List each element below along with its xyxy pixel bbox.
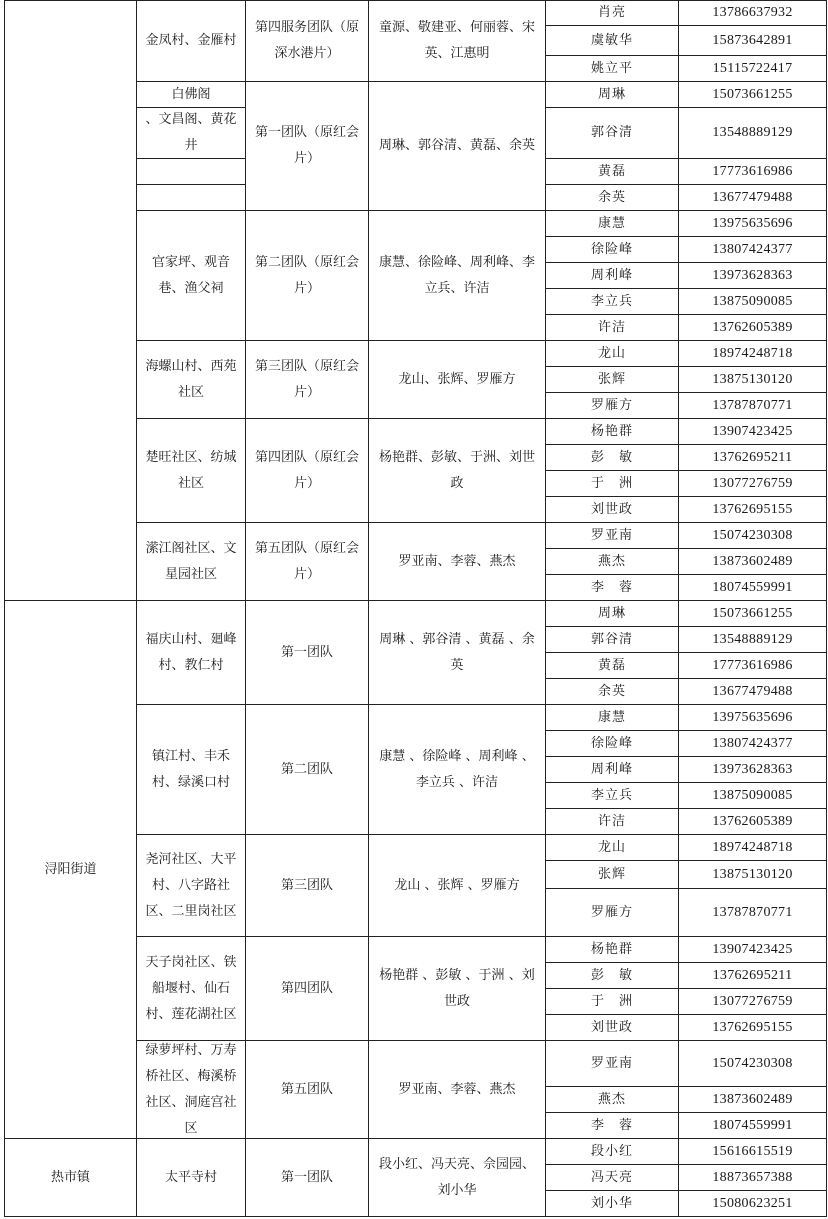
- contact-phone: 13787870771: [678, 392, 827, 419]
- contact-phone: 15115722417: [678, 55, 827, 82]
- contact-phone: 13548889129: [678, 107, 827, 159]
- contact-phone: 13873602489: [678, 1086, 827, 1113]
- team-cell: 第三团队（原红会片）: [245, 340, 369, 419]
- area-cell: [136, 184, 246, 211]
- contact-phone: 13762695155: [678, 496, 827, 523]
- contact-phone: 13677479488: [678, 184, 827, 211]
- contact-phone: 15074230308: [678, 1040, 827, 1087]
- members-cell: 罗亚南、李蓉、燕杰: [368, 522, 546, 601]
- contact-phone: 15074230308: [678, 522, 827, 549]
- contact-phone: 13875090085: [678, 288, 827, 315]
- members-cell: 罗亚南、李蓉、燕杰: [368, 1040, 546, 1139]
- area-cell: [136, 158, 246, 185]
- area-cell: 海螺山村、西苑社区: [136, 340, 246, 419]
- contact-name: 肖亮: [545, 0, 679, 26]
- team-cell: 第一团队（原红会片）: [245, 81, 369, 211]
- team-cell: 第一团队: [245, 600, 369, 705]
- contact-name: 李 蓉: [545, 574, 679, 601]
- contact-phone: 13762605389: [678, 808, 827, 835]
- members-cell: 周琳 、郭谷清 、黄磊 、余英: [368, 600, 546, 705]
- contact-phone: 13875130120: [678, 860, 827, 889]
- contact-phone: 13786637932: [678, 0, 827, 26]
- contact-name: 龙山: [545, 340, 679, 367]
- contact-name: 黄磊: [545, 652, 679, 679]
- contact-name: 杨艳群: [545, 418, 679, 445]
- contact-name: 燕杰: [545, 548, 679, 575]
- contact-name: 李 蓉: [545, 1112, 679, 1139]
- members-cell: 龙山、张辉、罗雁方: [368, 340, 546, 419]
- contact-name: 郭谷清: [545, 107, 679, 159]
- area-cell: 镇江村、丰禾村、绿溪口村: [136, 704, 246, 835]
- contact-name: 许洁: [545, 808, 679, 835]
- members-cell: 龙山 、张辉 、罗雁方: [368, 834, 546, 937]
- contact-name: 罗雁方: [545, 392, 679, 419]
- contact-phone: 13975635696: [678, 704, 827, 731]
- contact-name: 彭 敏: [545, 444, 679, 471]
- contact-name: 龙山: [545, 834, 679, 861]
- area-cell: 绿萝坪村、万寿桥社区、梅溪桥社区、洞庭宫社区: [136, 1040, 246, 1139]
- contact-phone: 13677479488: [678, 678, 827, 705]
- members-cell: 杨艳群、彭敏、于洲、刘世政: [368, 418, 546, 523]
- contact-name: 罗亚南: [545, 1040, 679, 1087]
- contact-phone: 13975635696: [678, 210, 827, 237]
- contact-name: 冯天亮: [545, 1164, 679, 1191]
- contact-phone: 15073661255: [678, 600, 827, 627]
- contact-name: 徐险峰: [545, 730, 679, 757]
- contact-name: 康慧: [545, 704, 679, 731]
- contact-phone: 13807424377: [678, 236, 827, 263]
- contact-phone: 13762695211: [678, 962, 827, 989]
- area-cell: 、文昌阁、黄花井: [136, 107, 246, 159]
- contact-phone: 13077276759: [678, 988, 827, 1015]
- contact-phone: 13762695155: [678, 1014, 827, 1041]
- contact-name: 郭谷清: [545, 626, 679, 653]
- team-cell: 第四团队: [245, 936, 369, 1041]
- contact-phone: 17773616986: [678, 158, 827, 185]
- contact-phone: 15080623251: [678, 1190, 827, 1217]
- members-cell: 杨艳群 、彭敏 、于洲 、刘世政: [368, 936, 546, 1041]
- contact-phone: 18074559991: [678, 1112, 827, 1139]
- contact-name: 周琳: [545, 81, 679, 108]
- contact-phone: 13907423425: [678, 936, 827, 963]
- street-cell: [4, 0, 137, 601]
- team-cell: 第二团队（原红会片）: [245, 210, 369, 341]
- contact-phone: 18873657388: [678, 1164, 827, 1191]
- contact-name: 许洁: [545, 314, 679, 341]
- contact-name: 张辉: [545, 860, 679, 889]
- street-cell: 热市镇: [4, 1138, 137, 1217]
- contact-phone: 15616615519: [678, 1138, 827, 1165]
- contact-phone: 13762605389: [678, 314, 827, 341]
- area-cell: 太平寺村: [136, 1138, 246, 1217]
- street-cell: 浔阳街道: [4, 600, 137, 1139]
- contact-name: 周琳: [545, 600, 679, 627]
- contact-name: 刘世政: [545, 496, 679, 523]
- contact-phone: 13907423425: [678, 418, 827, 445]
- team-cell: 第一团队: [245, 1138, 369, 1217]
- members-cell: 康慧、徐险峰、周利峰、李立兵、许洁: [368, 210, 546, 341]
- contact-phone: 15873642891: [678, 25, 827, 56]
- contact-name: 段小红: [545, 1138, 679, 1165]
- contact-phone: 15073661255: [678, 81, 827, 108]
- contact-phone: 17773616986: [678, 652, 827, 679]
- area-cell: 潆江阁社区、文星园社区: [136, 522, 246, 601]
- contact-phone: 18974248718: [678, 340, 827, 367]
- team-cell: 第四服务团队（原深水港片）: [245, 0, 369, 82]
- team-cell: 第五团队（原红会片）: [245, 522, 369, 601]
- contact-phone: 13787870771: [678, 888, 827, 937]
- contact-name: 余英: [545, 184, 679, 211]
- members-cell: 周琳、郭谷清、黄磊、余英: [368, 81, 546, 211]
- area-cell: 天子岗社区、铁船堰村、仙石村、莲花湖社区: [136, 936, 246, 1041]
- contact-name: 彭 敏: [545, 962, 679, 989]
- contact-name: 康慧: [545, 210, 679, 237]
- members-cell: 童源、敬建亚、何丽蓉、宋英、江惠明: [368, 0, 546, 82]
- area-cell: 金凤村、金雁村: [136, 0, 246, 82]
- contact-name: 黄磊: [545, 158, 679, 185]
- contact-phone: 13973628363: [678, 756, 827, 783]
- area-cell: 白佛阁: [136, 81, 246, 108]
- contact-name: 于 洲: [545, 470, 679, 497]
- contact-phone: 13875090085: [678, 782, 827, 809]
- contact-phone: 13873602489: [678, 548, 827, 575]
- contact-name: 张辉: [545, 366, 679, 393]
- contact-name: 徐险峰: [545, 236, 679, 263]
- contact-phone: 13875130120: [678, 366, 827, 393]
- team-cell: 第二团队: [245, 704, 369, 835]
- contact-name: 杨艳群: [545, 936, 679, 963]
- contact-name: 李立兵: [545, 782, 679, 809]
- members-cell: 段小红、冯天亮、佘园园、刘小华: [368, 1138, 546, 1217]
- contact-name: 燕杰: [545, 1086, 679, 1113]
- team-cell: 第四团队（原红会片）: [245, 418, 369, 523]
- contact-phone: 18074559991: [678, 574, 827, 601]
- contact-phone: 13762695211: [678, 444, 827, 471]
- contact-phone: 13548889129: [678, 626, 827, 653]
- contact-name: 李立兵: [545, 288, 679, 315]
- team-cell: 第三团队: [245, 834, 369, 937]
- contact-name: 罗雁方: [545, 888, 679, 937]
- team-cell: 第五团队: [245, 1040, 369, 1139]
- contact-name: 周利峰: [545, 262, 679, 289]
- members-cell: 康慧 、徐险峰 、周利峰 、李立兵 、许洁: [368, 704, 546, 835]
- contact-phone: 13973628363: [678, 262, 827, 289]
- contact-name: 周利峰: [545, 756, 679, 783]
- contact-name: 于 洲: [545, 988, 679, 1015]
- area-cell: 尧河社区、大平村、八字路社区、二里岗社区: [136, 834, 246, 937]
- contact-name: 刘小华: [545, 1190, 679, 1217]
- area-cell: 福庆山村、廻峰村、教仁村: [136, 600, 246, 705]
- contact-name: 虞敏华: [545, 25, 679, 56]
- contact-name: 刘世政: [545, 1014, 679, 1041]
- area-cell: 楚旺社区、纺城社区: [136, 418, 246, 523]
- contact-name: 余英: [545, 678, 679, 705]
- contact-phone: 18974248718: [678, 834, 827, 861]
- area-cell: 官家坪、观音巷、渔父祠: [136, 210, 246, 341]
- contact-name: 姚立平: [545, 55, 679, 82]
- contact-phone: 13077276759: [678, 470, 827, 497]
- contact-name: 罗亚南: [545, 522, 679, 549]
- contact-phone: 13807424377: [678, 730, 827, 757]
